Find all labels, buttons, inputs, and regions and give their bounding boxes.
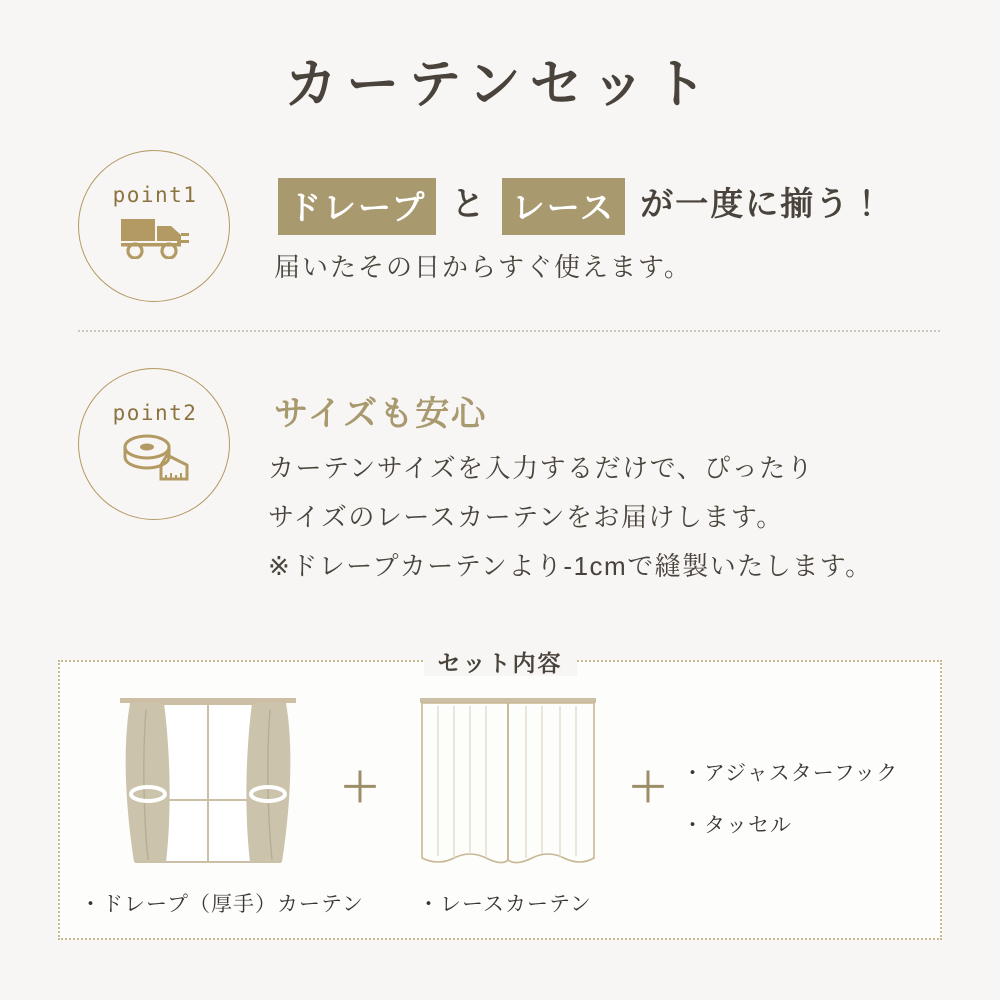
- chip-drape: ドレープ: [278, 178, 436, 235]
- point-1-badge: [78, 150, 230, 302]
- point-2-body-line-1: カーテンサイズを入力するだけで、ぴったり: [268, 453, 815, 483]
- point-2-body-line-2: サイズのレースカーテンをお届けします。: [268, 502, 784, 532]
- chip-lace: レース: [502, 178, 625, 235]
- accessories-list: [682, 748, 898, 852]
- plus-symbol-1: ＋: [340, 766, 380, 810]
- truck-icon: [79, 213, 231, 264]
- point-2-body: [268, 444, 873, 591]
- point-2-heading: サイズも安心: [274, 395, 488, 433]
- point-2-body-line-3: ※ドレープカーテンより-1cmで縫製いたします。: [268, 551, 873, 581]
- point-1-conjunction: と: [451, 185, 487, 223]
- drape-caption: ・ドレープ（厚手）カーテン: [80, 893, 364, 916]
- section-divider: [78, 330, 940, 332]
- point-1-subtext: 届いたその日からすぐ使えます。: [274, 252, 692, 282]
- point-2-badge: [78, 368, 230, 520]
- plus-symbol-2: ＋: [628, 766, 668, 810]
- drape-curtain-illustration: [108, 690, 308, 880]
- lace-curtain-illustration: [408, 690, 608, 880]
- point-1-heading-suffix: が一度に揃う！: [640, 185, 886, 223]
- point-1-heading: [274, 178, 885, 235]
- measuring-tape-icon: [79, 431, 231, 490]
- point-2-badge-label: point2: [112, 401, 198, 425]
- accessory-item-2: ・タッセル: [682, 814, 792, 837]
- set-contents-title-text: セット内容: [424, 650, 577, 676]
- lace-caption: ・レースカーテン: [418, 893, 592, 916]
- page-title: カーテンセット: [284, 55, 716, 114]
- point-1-badge-label: point1: [112, 183, 198, 207]
- accessory-item-1: ・アジャスターフック: [682, 762, 899, 785]
- set-contents-title: [0, 645, 1000, 678]
